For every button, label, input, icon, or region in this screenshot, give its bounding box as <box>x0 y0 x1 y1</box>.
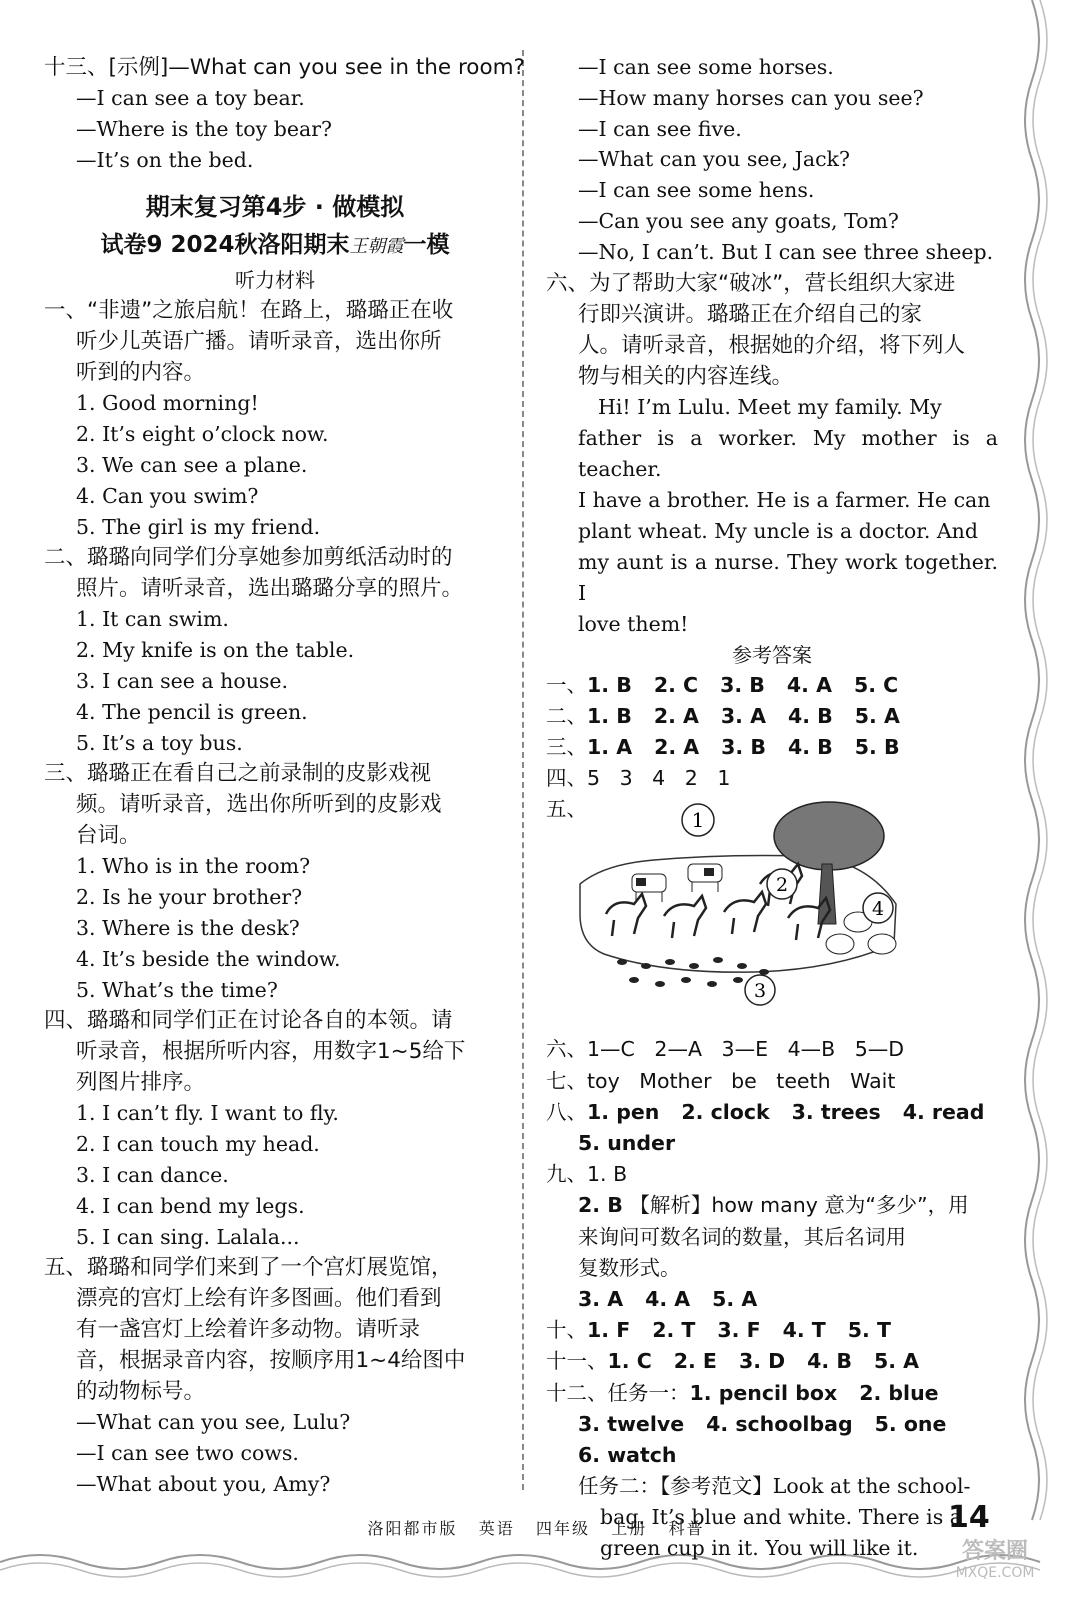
passage-line: love them! <box>578 611 689 636</box>
list-item: 5. What’s the time? <box>76 977 278 1002</box>
answer-item: 4. B <box>787 734 833 759</box>
q13-line: —Where is the toy bear? <box>76 116 332 141</box>
section-5 <box>44 1252 506 1499</box>
watermark <box>930 1534 1060 1594</box>
list-item: 3. We can see a plane. <box>76 452 308 477</box>
answer-item: 4. B <box>807 1349 852 1374</box>
list-item: 4. It’s beside the window. <box>76 946 341 971</box>
section-intro-line: 有一盏宫灯上绘着许多动物。请听录 <box>76 1317 421 1343</box>
section-intro-line: 物与相关的内容连线。 <box>578 363 794 389</box>
q13-line: —It’s on the bed. <box>76 147 254 172</box>
passage-line: plant wheat. My uncle is a doctor. And <box>578 518 978 543</box>
answer-row-6: 六、1—C 2—A 3—E 4—B 5—D <box>546 1037 905 1062</box>
section-2 <box>44 542 506 758</box>
watermark-line: MXQE.COM <box>955 1565 1035 1581</box>
horse-icon <box>724 892 766 934</box>
number-circle-3 <box>745 975 775 1005</box>
dialog-line: —How many horses can you see? <box>578 85 924 110</box>
answer-item: 2. T <box>652 1318 696 1343</box>
answer-item: 5. under <box>578 1131 676 1155</box>
answer-item: 5. one <box>874 1411 947 1436</box>
list-item: 4. The pencil is green. <box>76 699 308 724</box>
answer-item: 2. A <box>653 703 699 728</box>
dialog-line: —I can see some horses. <box>578 55 834 79</box>
section-intro-line: 音，根据录音内容，按顺序用1~4给图中 <box>76 1348 466 1374</box>
answer-label: 十、 <box>546 1318 587 1343</box>
list-item: 2. I can touch my head. <box>76 1132 320 1157</box>
answer-item: 2. clock <box>681 1099 770 1124</box>
sample-essay-line: bag. It’s blue and white. There is a <box>600 1505 962 1530</box>
answer-item: 3. A <box>720 703 766 728</box>
answer-item: 4. schoolbag <box>706 1411 853 1436</box>
answer-item: 1. B <box>587 703 632 728</box>
answers-title: 参考答案 <box>732 642 812 667</box>
dialog-line: —I can see five. <box>578 116 742 141</box>
answer-item: 6. watch <box>578 1443 677 1468</box>
right-column <box>546 52 998 1564</box>
section-intro-line: 五、璐璐和同学们来到了一个宫灯展览馆， <box>44 1255 453 1281</box>
section-6 <box>546 268 998 640</box>
passage-line: my aunt is a nurse. They work together. I <box>578 549 998 605</box>
answer-item: 5. A <box>712 1287 758 1312</box>
watermark-line: 答案圈 <box>961 1539 1028 1564</box>
list-item: 1. It can swim. <box>76 607 229 632</box>
section-intro-line: 三、璐璐正在看自己之前录制的皮影戏视 <box>44 761 432 787</box>
dialog-line: —No, I can’t. But I can see three sheep. <box>578 239 994 264</box>
answer-item: 4. read <box>902 1099 985 1124</box>
section-intro-line: 照片。请听录音，选出璐璐分享的照片。 <box>76 576 464 602</box>
answer-item: 5. T <box>847 1318 891 1343</box>
section-intro-line: 听到的内容。 <box>76 360 206 386</box>
answer-row-4: 四、5 3 4 2 1 <box>546 766 731 791</box>
answer-row-9-4: 复数形式。 <box>578 1255 681 1280</box>
answer-item: 1. F <box>587 1318 631 1343</box>
section-intro-line: 频。请听录音，选出你所听到的皮影戏 <box>76 792 442 818</box>
dialog-line: —Can you see any goats, Tom? <box>578 208 899 233</box>
answer-label: 任务二：【参考范文】 <box>578 1474 773 1499</box>
answer-item: 1. pen <box>587 1099 660 1124</box>
list-item: 5. It’s a toy bus. <box>76 730 243 755</box>
answer-row-12 <box>546 1378 998 1409</box>
animal-scene-illustration <box>574 794 904 1024</box>
answer-item: 4. A <box>645 1287 691 1312</box>
answer-label: 五、 <box>546 797 587 822</box>
cow-icon <box>688 864 722 892</box>
footer-text: 洛阳都市版 英语 四年级 上册 科普 <box>367 1519 705 1538</box>
horse-icon <box>664 896 706 938</box>
answer-item: 2. blue <box>859 1380 939 1405</box>
column-divider <box>522 50 524 1490</box>
answer-label: 八、 <box>546 1099 587 1124</box>
q13-line: —I can see a toy bear. <box>76 86 305 110</box>
section-intro-line: 漂亮的宫灯上绘有许多图画。他们看到 <box>76 1286 442 1312</box>
horse-icon <box>606 894 646 936</box>
answer-row-9: 九、1. B <box>546 1162 628 1187</box>
paper-title-main: 试卷9 2024秋洛阳期末 <box>100 232 350 259</box>
answer-item: 5. A <box>873 1349 920 1374</box>
q13-example <box>44 52 525 175</box>
section-intro-line: 六、为了帮助大家“破冰”，营长组织大家进 <box>546 270 956 296</box>
answer-row-3 <box>546 732 998 763</box>
dialog-line: —What about you, Amy? <box>76 1471 331 1496</box>
answer-item: 1. C <box>607 1349 652 1374</box>
answer-item: 3. twelve <box>578 1411 685 1436</box>
dialog-line: —I can see two cows. <box>76 1441 299 1466</box>
answer-row-12-3 <box>546 1440 998 1471</box>
list-item: 3. Where is the desk? <box>76 915 300 940</box>
list-item: 2. Is he your brother? <box>76 885 303 910</box>
number-label: 3 <box>753 980 767 1003</box>
answer-item: 3. A <box>578 1287 624 1312</box>
section-4 <box>44 1005 506 1252</box>
answer-row-2 <box>546 701 998 732</box>
answer-item: 1. B <box>587 672 632 697</box>
answer-item: 4. A <box>786 672 832 697</box>
answer-analysis: 【解析】how many 意为“多少”，用 <box>629 1193 969 1218</box>
answer-row-9-3: 来询问可数名词的数量，其后名词用 <box>578 1224 906 1249</box>
number-circle-2 <box>767 869 797 899</box>
q13-line: 十三、[示例]—What can you see in the room? <box>44 55 525 80</box>
sheep-icon <box>826 934 854 954</box>
dialog-line: —I can see some hens. <box>578 178 815 203</box>
section-5-dialog-continued <box>546 52 998 268</box>
section-intro-line: 台词。 <box>76 823 141 849</box>
sheep-icon <box>868 934 896 954</box>
answer-row-8 <box>546 1097 998 1128</box>
answer-row-1 <box>546 670 998 701</box>
page-number: 14 <box>948 1500 990 1535</box>
answer-item: 4. T <box>782 1318 826 1343</box>
answer-label: 十二、任务一： <box>546 1380 690 1405</box>
passage-line: Hi! I’m Lulu. Meet my family. My <box>598 394 942 419</box>
answer-row-7: 七、toy Mother be teeth Wait <box>546 1068 896 1093</box>
section-intro-line: 四、璐璐和同学们正在讨论各自的本领。请 <box>44 1008 453 1034</box>
paper-title-suffix: 一模 <box>403 232 450 259</box>
section-intro-line: 列图片排序。 <box>76 1070 206 1096</box>
answer-item: 2. A <box>654 734 700 759</box>
answer-item: 1. A <box>587 734 633 759</box>
answer-item: 3. F <box>717 1318 761 1343</box>
left-column <box>44 52 525 1500</box>
section-intro-line: 听录音，根据所听内容，用数字1~5给下 <box>76 1039 466 1065</box>
section-intro-line: 行即兴演讲。璐璐正在介绍自己的家 <box>578 301 923 327</box>
section-intro-line: 二、璐璐向同学们分享她参加剪纸活动时的 <box>44 545 453 571</box>
listening-title: 听力材料 <box>235 268 315 293</box>
list-item: 4. Can you swim? <box>76 483 259 508</box>
answer-item: 5. A <box>854 703 900 728</box>
number-label: 4 <box>871 898 885 921</box>
answer-item: 2. E <box>673 1349 717 1374</box>
answer-label: 十一、 <box>546 1349 608 1374</box>
answer-label: 二、 <box>546 703 587 728</box>
answer-item: 4. B <box>787 703 833 728</box>
section-3 <box>44 758 506 1005</box>
answer-row-12-2 <box>546 1409 998 1440</box>
dialog-line: —What can you see, Lulu? <box>76 1410 351 1435</box>
section-1 <box>44 295 506 542</box>
answer-row-9-5 <box>546 1284 998 1315</box>
list-item: 5. I can sing. Lalala... <box>76 1224 300 1249</box>
answer-row-5 <box>546 794 998 1034</box>
section-intro-line: 人。请听录音，根据她的介绍，将下列人 <box>578 332 966 358</box>
list-item: 3. I can dance. <box>76 1162 229 1187</box>
answer-item: 3. B <box>721 734 766 759</box>
answer-item: 3. B <box>720 672 765 697</box>
section-intro-line: 听少儿英语广播。请听录音，选出你所 <box>76 329 442 355</box>
number-label: 2 <box>775 874 789 897</box>
passage-line: father is a worker. My mother is a teacher. <box>578 425 998 481</box>
list-item: 1. Good morning! <box>76 391 259 416</box>
answer-label: 三、 <box>546 734 587 759</box>
answer-row-10 <box>546 1315 998 1346</box>
answer-item: 5. C <box>853 672 899 697</box>
list-item: 4. I can bend my legs. <box>76 1193 305 1218</box>
answer-item: 3. trees <box>791 1099 881 1124</box>
answer-row-8-cont <box>546 1128 998 1159</box>
answer-row-9-2 <box>546 1190 998 1221</box>
answer-label: 一、 <box>546 672 587 697</box>
answer-row-12-task2 <box>546 1471 998 1502</box>
sample-essay-line: green cup in it. You will like it. <box>600 1536 919 1561</box>
list-item: 2. It’s eight o’clock now. <box>76 422 329 447</box>
answer-item: 2. B <box>578 1193 623 1218</box>
answer-item: 1. pencil box <box>689 1380 838 1405</box>
section-intro-line: 的动物标号。 <box>76 1379 206 1405</box>
step-title: 期末复习第4步 · 做模拟 <box>145 193 405 222</box>
list-item: 1. Who is in the room? <box>76 854 311 879</box>
list-item: 2. My knife is on the table. <box>76 638 355 663</box>
answer-item: 5. B <box>854 734 900 759</box>
passage-line: I have a brother. He is a farmer. He can <box>578 487 991 512</box>
section-intro-line: 一、“非遗”之旅启航！在路上，璐璐正在收 <box>44 298 454 324</box>
list-item: 5. The girl is my friend. <box>76 514 321 539</box>
number-circle-4 <box>863 893 893 923</box>
list-item: 3. I can see a house. <box>76 668 289 693</box>
sample-essay-line: Look at the school- <box>772 1474 971 1499</box>
number-circle-1 <box>682 804 714 836</box>
answer-item: 2. C <box>653 672 699 697</box>
paper-title <box>44 227 506 265</box>
answer-item: 3. D <box>738 1349 786 1374</box>
paper-title-author: 王朝霞 <box>349 236 404 258</box>
answer-row-11 <box>546 1346 998 1377</box>
list-item: 1. I can’t fly. I want to fly. <box>76 1101 339 1126</box>
cow-icon <box>632 874 666 902</box>
dialog-line: —What can you see, Jack? <box>578 147 850 172</box>
number-label: 1 <box>691 808 705 833</box>
